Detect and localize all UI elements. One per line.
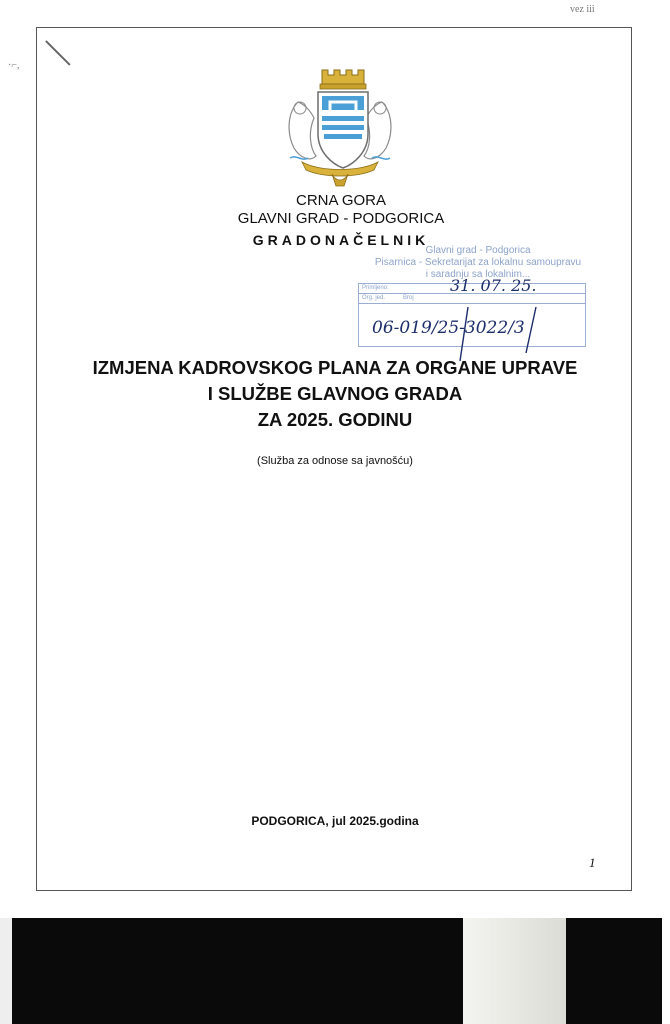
place-and-date: PODGORICA, jul 2025.godina: [251, 814, 419, 828]
stamp-line-3: i saradnju sa lokalnim...: [425, 269, 531, 280]
stamp-line-1: Glavni grad - Podgorica: [425, 245, 531, 256]
city-name: GLAVNI GRAD - PODGORICA: [237, 210, 445, 227]
document-subtitle: (Služba za odnose sa javnošću): [257, 455, 413, 467]
stamp-label-number: Broj: [403, 295, 414, 301]
document-title-line-3: ZA 2025. GODINU: [257, 409, 413, 430]
stamp-handwritten-number: 06-019/25-3022/3: [372, 318, 525, 338]
document-title-line-2: I SLUŽBE GLAVNOG GRADA: [207, 383, 463, 404]
stamp-handwritten-date: 31. 07. 25.: [450, 276, 537, 295]
scan-edge: [0, 918, 12, 1024]
scanner-next-page-edge: [463, 918, 566, 1024]
office-name: GRADONAČELNIK: [252, 232, 430, 248]
country-name: CRNA GORA: [295, 192, 386, 209]
stamp-label-org: Org. jed.: [362, 295, 386, 301]
stamp-label-received: Primljeno:: [362, 285, 389, 291]
stamp-handwritten-slashes: [440, 305, 540, 365]
margin-mark: ·⌐,: [8, 60, 20, 71]
coat-of-arms-emblem: [270, 62, 410, 190]
page-number: 1: [589, 855, 596, 870]
corner-note: vez iii: [570, 4, 595, 15]
document-title-line-1: IZMJENA KADROVSKOG PLANA ZA ORGANE UPRAVE: [92, 357, 578, 378]
stamp-line-2: Pisarnica - Sekretarijat za lokalnu samoupravu: [374, 257, 582, 268]
